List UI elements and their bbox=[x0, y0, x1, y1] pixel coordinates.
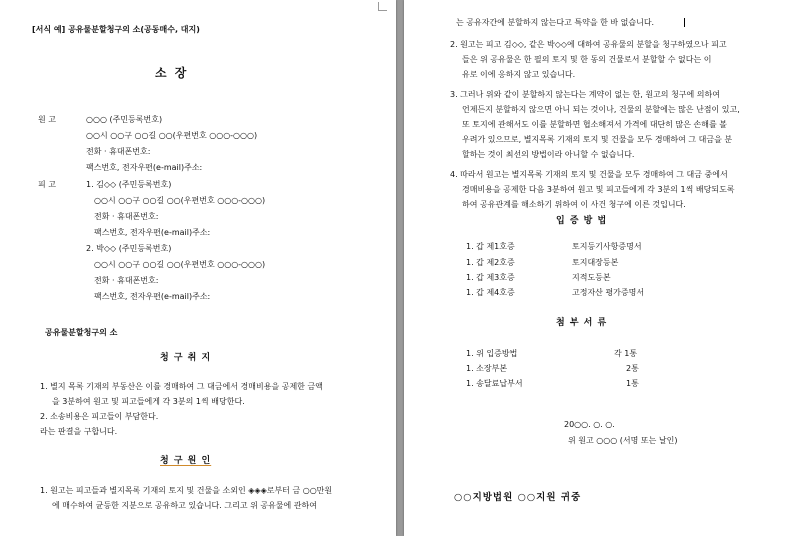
cause-line: 하여 공유관계를 해소하기 위하여 이 사건 청구에 이른 것입니다. bbox=[462, 200, 686, 209]
cause-line: 3. 그러나 위와 같이 분할하지 않는다는 계약이 없는 한, 원고의 청구에 의하여 bbox=[450, 90, 720, 99]
evidence-value: 고정자산 평가증명서 bbox=[572, 288, 645, 297]
plaintiff-phone: 전화 · 휴대폰번호: bbox=[86, 147, 151, 156]
defendant-1-name: 1. 김◇◇ (주민등록번호) bbox=[86, 180, 172, 189]
attachment-count: 각 1통 bbox=[614, 349, 638, 358]
attachments-heading: 첨 부 서 류 bbox=[556, 318, 608, 328]
attachment-label: 1. 송달료납부서 bbox=[466, 379, 523, 388]
evidence-value: 지적도등본 bbox=[572, 273, 611, 282]
cause-line: 유로 이에 응하지 않고 있습니다. bbox=[462, 70, 576, 79]
cause-heading: 청 구 원 인 bbox=[160, 456, 212, 466]
cause-line: 또 토지에 관해서도 이를 분할하면 협소해져서 가격에 대단히 많은 손해를 볼 bbox=[462, 120, 727, 129]
document-page-right[interactable] bbox=[404, 0, 800, 536]
document-page-left[interactable] bbox=[0, 0, 396, 536]
defendant-1-fax: 팩스번호, 전자우편(e-mail)주소: bbox=[94, 228, 211, 237]
cause-line: 4. 따라서 원고는 별지목록 기재의 토지 및 건물을 모두 경매하여 그 대금 중에서 bbox=[450, 170, 728, 179]
cause-line: 1. 원고는 피고들과 별지목록 기재의 토지 및 건물을 소외인 ◈◈◈로부터 금 ○○만원 bbox=[40, 486, 333, 495]
defendant-2-phone: 전화 · 휴대폰번호: bbox=[94, 276, 159, 285]
plaintiff-name: ○○○ (주민등록번호) bbox=[86, 115, 163, 124]
claim-heading: 청 구 취 지 bbox=[160, 353, 212, 363]
page-corner-mark bbox=[378, 2, 387, 11]
claim-line: 을 3분하여 원고 및 피고들에게 각 3분의 1씩 배당한다. bbox=[52, 397, 245, 406]
evidence-label: 1. 갑 제2호증 bbox=[466, 258, 515, 267]
evidence-label: 1. 갑 제4호증 bbox=[466, 288, 515, 297]
defendant-label: 피 고 bbox=[38, 180, 56, 189]
defendant-2-address: ○○시 ○○구 ○○길 ○○(우편번호 ○○○-○○○) bbox=[94, 260, 266, 269]
attachment-label: 1. 소장부본 bbox=[466, 364, 508, 373]
cause-line: 는 공유자간에 분할하지 않는다고 특약을 한 바 없습니다. bbox=[456, 18, 655, 27]
page-title: 소 장 bbox=[155, 66, 189, 80]
cause-line: 우려가 있으므로, 별지목록 기재의 토지 및 건물을 모두 경매하여 그 대금을 분 bbox=[462, 135, 733, 144]
plaintiff-label: 원 고 bbox=[38, 115, 56, 124]
attachment-label: 1. 위 입증방법 bbox=[466, 349, 518, 358]
text-cursor bbox=[684, 18, 685, 27]
evidence-heading: 입 증 방 법 bbox=[556, 216, 608, 226]
evidence-label: 1. 갑 제1호증 bbox=[466, 242, 515, 251]
evidence-value: 토지대장등본 bbox=[572, 258, 619, 267]
claim-line: 2. 소송비용은 피고들이 부담한다. bbox=[40, 412, 159, 421]
evidence-label: 1. 갑 제3호증 bbox=[466, 273, 515, 282]
cause-line: 할하는 것이 최선의 방법이라 아니할 수 없습니다. bbox=[462, 150, 635, 159]
attachment-count: 2통 bbox=[626, 364, 639, 373]
case-name: 공유물분할청구의 소 bbox=[45, 328, 118, 337]
claim-end: 라는 판결을 구합니다. bbox=[40, 427, 118, 436]
cause-line: 들은 위 공유물은 한 필의 토지 및 한 동의 건물로서 분할할 수 없다는 이 bbox=[462, 55, 712, 64]
cause-line: 언제든지 분할하지 않으면 아니 되는 것이나, 건물의 분할에는 많은 난점이 있고, bbox=[462, 105, 740, 114]
signer-line: 위 원고 ○○○ (서명 또는 날인) bbox=[568, 436, 678, 445]
cause-line: 경매비용을 공제한 다음 3분하여 원고 및 피고들에게 각 3분의 1씩 배당되도록 bbox=[462, 185, 735, 194]
defendant-2-fax: 팩스번호, 전자우편(e-mail)주소: bbox=[94, 292, 211, 301]
claim-line: 1. 별지 목록 기재의 부동산은 이를 경매하여 그 대금에서 경매비용을 공제한 금액 bbox=[40, 382, 323, 391]
evidence-value: 토지등기사항증명서 bbox=[572, 242, 642, 251]
plaintiff-address: ○○시 ○○구 ○○길 ○○(우편번호 ○○○-○○○) bbox=[86, 131, 258, 140]
cause-line: 에 매수하여 균등한 지분으로 공유하고 있습니다. 그리고 위 공유물에 관하여 bbox=[52, 501, 317, 510]
defendant-1-phone: 전화 · 휴대폰번호: bbox=[94, 212, 159, 221]
attachment-count: 1통 bbox=[626, 379, 639, 388]
defendant-2-name: 2. 박◇◇ (주민등록번호) bbox=[86, 244, 172, 253]
court-addressee: ○○지방법원 ○○지원 귀중 bbox=[454, 492, 582, 503]
cause-line: 2. 원고는 피고 김◇◇, 같은 박◇◇에 대하여 공유물의 분할을 청구하였으나 피고 bbox=[450, 40, 727, 49]
filing-date: 20○○. ○. ○. bbox=[564, 420, 615, 429]
page-gap bbox=[396, 0, 404, 536]
defendant-1-address: ○○시 ○○구 ○○길 ○○(우편번호 ○○○-○○○) bbox=[94, 196, 266, 205]
plaintiff-fax: 팩스번호, 전자우편(e-mail)주소: bbox=[86, 163, 203, 172]
form-label: [서식 예] 공유물분할청구의 소(공동매수, 대지) bbox=[32, 25, 200, 34]
